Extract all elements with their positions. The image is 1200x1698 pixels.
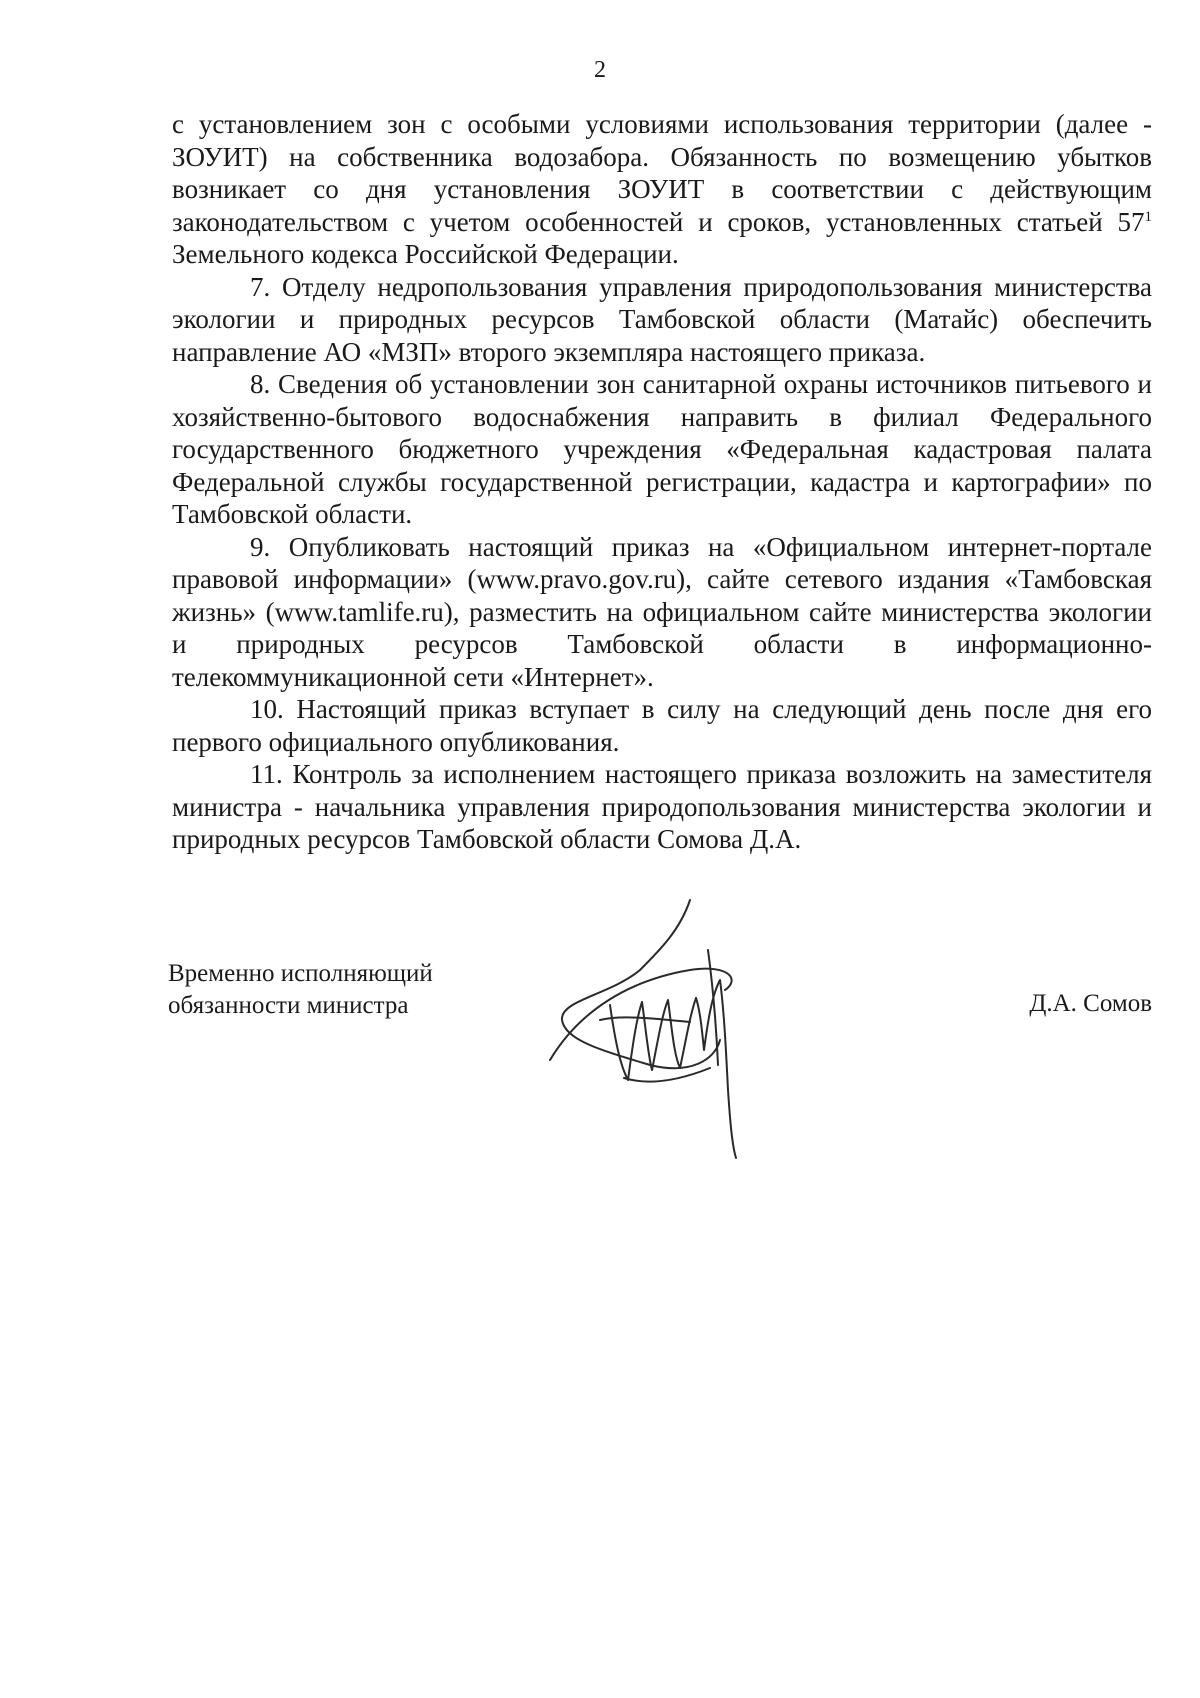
paragraph-1-end: Земельного кодекса Российской Федерации. xyxy=(172,239,679,269)
signatory-title xyxy=(168,958,433,1022)
paragraph-9: 9. Опубликовать настоящий приказ на «Официальном интернет-портале правовой информации» (www.pravo.gov.ru), сайте сетевого издания «Тамбовская жизнь» (www.tamlife.ru), разместить на официальном сайте министерства экологии и природных ресурсов Тамбовской области в информационно-телекоммуникационной сети «Интернет». xyxy=(172,531,1152,692)
paragraph-11: 11. Контроль за исполнением настоящего приказа возложить на заместителя министра - начальника управления природопользования министерства экологии и природных ресурсов Тамбовской области Сомова Д.А. xyxy=(172,759,1152,854)
article-superscript: 1 xyxy=(1144,208,1152,225)
paragraph-10: 10. Настоящий приказ вступает в силу на следующий день после дня его первого официального опубликования. xyxy=(172,694,1152,757)
paragraph-8: 8. Сведения об установлении зон санитарной охраны источников питьевого и хозяйственно-бытового водоснабжения направить в филиал Федерального государственного бюджетного учреждения «Федеральная кадастровая палата Федеральной службы государственной регистрации, кадастра и картографии» по Тамбовской области. xyxy=(172,369,1152,529)
signatory-title-line-1: Временно исполняющий xyxy=(168,960,433,987)
paragraph-continuation xyxy=(172,108,1152,271)
handwritten-signature-icon xyxy=(540,890,780,1160)
signatory-name: Д.А. Сомов xyxy=(1029,990,1152,1017)
paragraph-1-text: с установлением зон с особыми условиями использования территории (далее - ЗОУИТ) на собственника водозабора. Обязанность по возмещению убытков возникает со дня установления ЗОУИТ в соответствии с действующим законодательством с учетом особенностей и сроков, установленных статьей 57 xyxy=(172,109,1152,237)
paragraph-7: 7. Отделу недропользования управления природопользования министерства экологии и природных ресурсов Тамбовской области (Матайс) обеспечить направление АО «МЗП» второго экземпляра настоящего приказа. xyxy=(172,271,1152,367)
signatory-title-line-2: обязанности министра xyxy=(168,992,409,1019)
document-body xyxy=(172,108,1152,856)
page-number: 2 xyxy=(594,57,606,83)
